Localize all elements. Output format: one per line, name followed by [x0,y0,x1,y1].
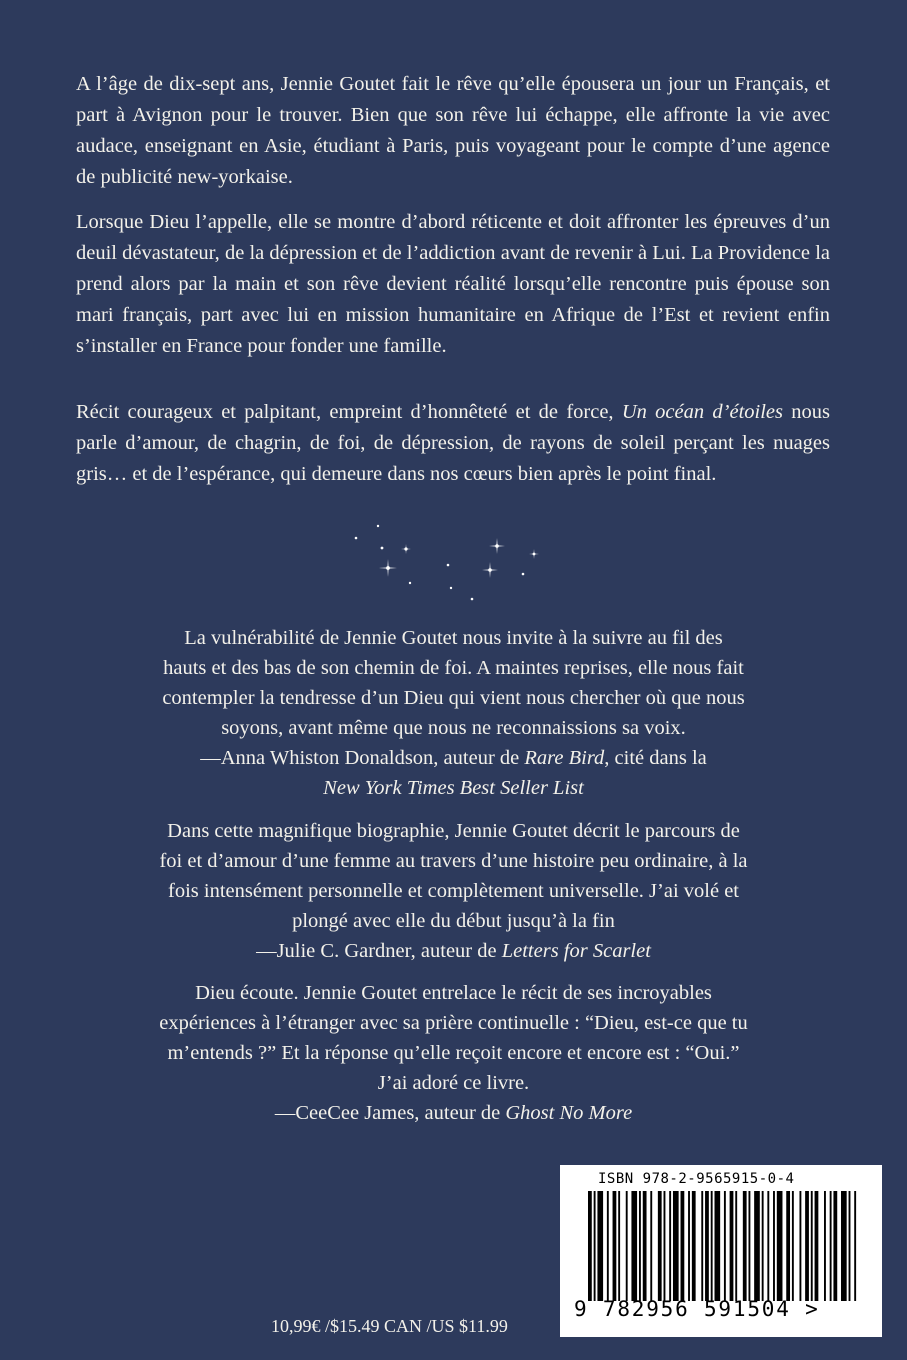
barcode-bar [743,1191,747,1301]
barcode-bar [830,1191,832,1301]
barcode-bar [730,1191,734,1301]
review-line: expériences à l’étranger avec sa prière continuelle : “Dieu, est-ce que tu [159,1012,748,1034]
barcode-bar [735,1191,737,1301]
attribution-author: —Julie C. Gardner, auteur de [256,940,502,962]
barcode-icon [588,1191,858,1301]
isbn-barcode [560,1165,882,1337]
blurb-paragraph-1: A l’âge de dix-sept ans, Jennie Goutet fait le rêve qu’elle épousera un jour un Français, et part à Avignon pour le trouver. Bien que son rêve lui échappe, elle affronte la vie avec audace, enseignant en Asie, étudiant à Paris, puis voyageant pour le compte d’une agence de publicité new-yorkaise. [76,73,830,188]
star-icon [529,549,539,559]
barcode-bar [664,1191,666,1301]
review-line: Dans cette magnifique biographie, Jennie Goutet décrit le parcours de [167,820,740,842]
book-title: Un océan d’étoiles [621,401,783,423]
review-quote-3 [80,978,827,1128]
barcode-bar [613,1191,617,1301]
barcode-bar [792,1191,794,1301]
review-attribution [80,936,827,966]
barcode-bar [692,1191,696,1301]
star-icon [379,559,397,577]
isbn-label: ISBN 978-2-9565915-0-4 [598,1171,795,1187]
barcode-bar [594,1191,596,1301]
barcode-bar [658,1191,662,1301]
review-extra [80,773,827,803]
barcode-bar [626,1191,628,1301]
barcode-bar [715,1191,721,1301]
review-quote-2 [80,816,827,966]
barcode-bar [724,1191,726,1301]
barcode-bar [849,1191,851,1301]
barcode-bar [643,1191,647,1301]
review-line: fois intensément personnelle et complètement universelle. J’ai volé et [168,880,739,902]
star-icon [409,582,411,584]
barcode-bar [773,1191,775,1301]
review-line: contempler la tendresse d’un Dieu qui vient nous chercher où que nous [162,687,745,709]
blurb-p3-start: Récit courageux et palpitant, empreint d’honnêteté et de force, [76,401,622,423]
review-line: soyons, avant même que nous ne reconnaissions sa voix. [221,717,686,739]
barcode-bar [597,1191,603,1301]
review-line: m’entends ?” Et la réponse qu’elle reçoit encore et encore est : “Oui.” [167,1042,740,1064]
constellation-icon [330,520,570,610]
barcode-bar [681,1191,685,1301]
star-icon [450,587,452,589]
attribution-end: , cité dans la [604,747,707,769]
review-line: La vulnérabilité de Jennie Goutet nous invite à la suivre au fil des [184,627,723,649]
barcode-bar [701,1191,703,1301]
barcode-bar [786,1191,790,1301]
barcode-bar [854,1191,856,1301]
barcode-bar [669,1191,671,1301]
barcode-bar [673,1191,679,1301]
barcode-bar [824,1191,826,1301]
barcode-bar [588,1191,592,1301]
review-line: foi et d’amour d’une femme au travers d’une histoire peu ordinaire, à la [159,850,748,872]
attribution-book: Letters for Scarlet [501,940,651,962]
ean-digits: 9 782956 591504 > [574,1297,820,1321]
star-icon [489,538,505,554]
barcode-bar [811,1191,813,1301]
blurb-paragraph-2: Lorsque Dieu l’appelle, elle se montre d’abord réticente et doit affronter les épreuves d’un deuil dévastateur, de la dépression et de l’addiction avant de revenir à Lui. La Providence la prend alors par la main et son rêve devient réalité lorsqu’elle rencontre puis épouse son mari français, part avec lui en mission humanitaire en Afrique de l’Est et revient enfin s’installer en France pour fonder une famille. [76,211,830,357]
star-icon [377,525,379,527]
barcode-bar [639,1191,641,1301]
barcode-bar [711,1191,713,1301]
barcode-bar [799,1191,801,1301]
barcode-bar [767,1191,769,1301]
review-quote-1 [80,623,827,803]
attribution-author: —CeeCee James, auteur de [274,1102,506,1124]
barcode-bar [777,1191,783,1301]
review-attribution [80,1098,827,1128]
barcode-bar [618,1191,620,1301]
barcode-bar [705,1191,709,1301]
review-line: J’ai adoré ce livre. [377,1072,530,1094]
star-icon [471,598,474,601]
attribution-book: Ghost No More [505,1102,633,1124]
star-icon [355,537,358,540]
star-icon [447,564,450,567]
blurb-p3-end: nous parle d’amour, de chagrin, de foi, de dépression, de rayons de soleil perçant les nuages gris… et de l’espérance, qui demeure dans nos cœurs bien après le point final. [76,401,830,485]
barcode-bar [607,1191,609,1301]
star-icon [482,562,498,578]
barcode-bar [688,1191,690,1301]
price-label: 10,99€ /$15.49 CAN /US $11.99 [271,1316,508,1336]
barcode-bar [748,1191,750,1301]
barcode-bar [754,1191,760,1301]
barcode-bar [762,1191,764,1301]
blurb-paragraph-3 [76,397,830,490]
barcode-bar [841,1191,847,1301]
review-line: plongé avec elle du début jusqu’à la fin [292,910,615,932]
barcode-bar [805,1191,809,1301]
star-icon [381,547,384,550]
star-icon [522,573,525,576]
barcode-bar [815,1191,819,1301]
star-icon [401,544,411,554]
review-line: hauts et des bas de son chemin de foi. A maintes reprises, elle nous fait [163,657,744,679]
barcode-bar [650,1191,652,1301]
attribution-author: —Anna Whiston Donaldson, auteur de [200,747,525,769]
barcode-bar [833,1191,837,1301]
review-line: Dieu écoute. Jennie Goutet entrelace le récit de ses incroyables [195,982,712,1004]
attribution-book: Rare Bird [524,747,605,769]
best-seller-list: New York Times Best Seller List [323,777,584,799]
barcode-bar [631,1191,637,1301]
review-attribution [80,743,827,773]
